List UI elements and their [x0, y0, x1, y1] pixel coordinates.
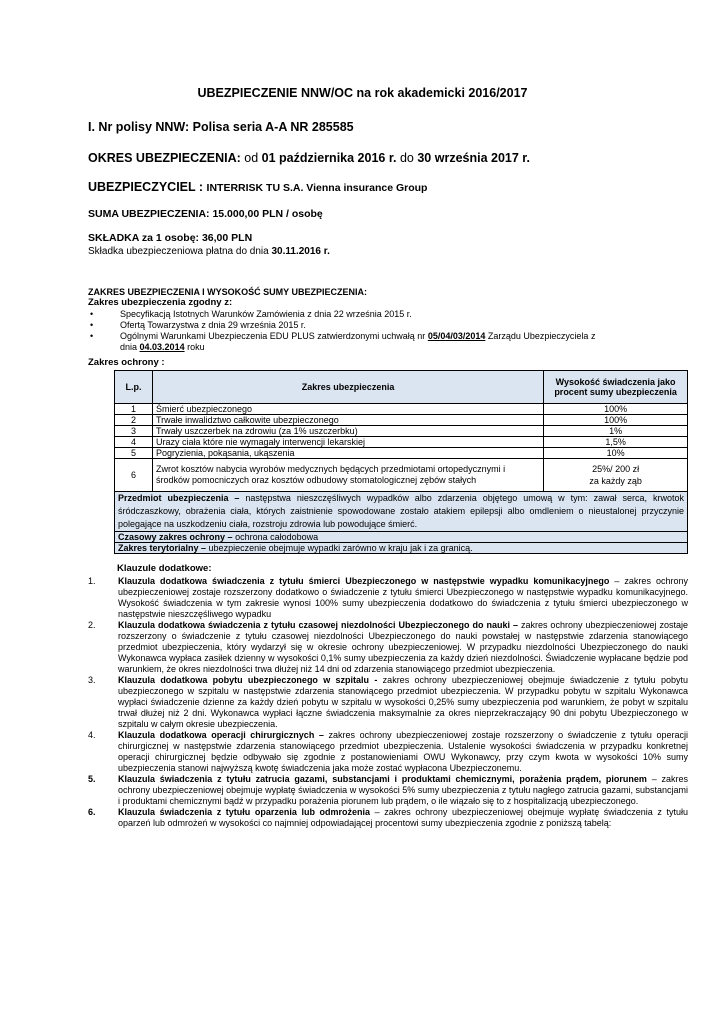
payment-text: Składka ubezpieczeniowa płatna do dnia [88, 246, 269, 257]
clause-item [88, 774, 688, 807]
table-row [115, 404, 688, 415]
time-scope-cell [115, 532, 688, 543]
period-label: OKRES UBEZPIECZENIA: [88, 151, 241, 165]
clause-item [88, 675, 688, 730]
table-header-row [115, 371, 688, 404]
clause-number: 5. [88, 774, 96, 784]
cell-lp: 5 [115, 448, 153, 459]
table-row [115, 426, 688, 437]
payment-date: 30.11.2016 r. [271, 246, 330, 257]
cell-amount: 10% [544, 448, 688, 459]
clause-heading: Klauzula dodatkowa operacji chirurgicznych – [118, 730, 324, 740]
insurer-value: INTERRISK TU S.A. Vienna insurance Group [206, 182, 428, 194]
clause-item [88, 730, 688, 774]
cell-scope: Śmierć ubezpieczonego [152, 404, 543, 415]
coverage-table [114, 370, 688, 554]
clause-text: zakres ochrony ubezpieczeniowej zostaje rozszerzony o świadczenie z tytułu operacji chirurgicznej w następstwie zdarzenia stanowiącego przedmiot ubezpieczenia. Ustalenie wysokości świadczenia w przypadku konkretnej operacji chirurgicznej będzie odbywało się zgodnie z postanowieniami OWU Wykonawcy, przy czym kwota w wysokości 10% sumy ubezpieczenia stanowi najwyższą kwotę świadczenia jaka może zostać wypłacona Ubezpieczonemu. [118, 730, 688, 773]
amount-line-2: za każdy ząb [589, 476, 642, 486]
time-scope-text: ochrona całodobowa [232, 532, 319, 542]
list-item [88, 309, 678, 320]
territory-text: ubezpieczenie obejmuje wypadki zarówno w kraju jak i za granicą. [206, 543, 473, 553]
cell-scope: Pogryzienia, pokąsania, ukąszenia [152, 448, 543, 459]
insurer [88, 180, 427, 194]
clause-text: – zakres ochrony ubezpieczeniowej zostaje rozszerzony dodatkowo o świadczenie z tytułu śmierci Ubezpieczonego w następstwie wypadku komunikacyjnego. Wysokość świadczenia w tym zakresie wynosi 100% sumy ubezpieczenia dodatkowo do świadczenia z tytułu śmierci ubezpieczonego w następstwie nieszczęśliwego wypadku [118, 576, 688, 619]
cell-amount [544, 459, 688, 492]
subject-row [115, 492, 688, 532]
bullet-text: roku [187, 342, 205, 352]
table-row [115, 448, 688, 459]
table-row [115, 437, 688, 448]
subject-text: następstwa nieszczęśliwych wypadków albo zdarzenia objętego umową w tym: zawał serca, krwotok śródczaszkowy, obrażenia ciała, których zaistnienie spowodowane zostało atakiem epilepsji albo omdleniem o nieustalonej przyczynie polegające na uszkodzeniu ciała, rozstroju zdrowia lub powodujące śmierć. [118, 493, 685, 529]
cell-amount: 100% [544, 415, 688, 426]
bullet-text: dnia [120, 342, 138, 352]
resolution-number: 05/04/03/2014 [427, 331, 486, 341]
cell-scope: Trwały uszczerbek na zdrowiu (za 1% uszczerbku) [152, 426, 543, 437]
protection-label: Zakres ochrony : [88, 357, 165, 368]
cell-lp: 1 [115, 404, 153, 415]
premium: SKŁADKA za 1 osobę: 36,00 PLN [88, 232, 253, 244]
cell-lp: 4 [115, 437, 153, 448]
table-row [115, 415, 688, 426]
clause-heading: Klauzula dodatkowa pobytu ubezpieczonego w szpitalu - [118, 675, 378, 685]
subject-cell [115, 492, 688, 532]
document-title: UBEZPIECZENIE NNW/OC na rok akademicki 2016/2017 [197, 86, 528, 100]
territory-label: Zakres terytorialny – [118, 543, 207, 553]
cell-scope: Urazy ciała które nie wymagały interwencji lekarskiej [152, 437, 543, 448]
clause-text: zakres ochrony ubezpieczeniowej zostaje rozszerzony o świadczenie z tytułu czasowej niezdolności Ubezpieczonego do nauki powstałej w następstwie zdarzenia stanowiącego przedmiot ubezpieczenia, który wydarzył się w okresie ochrony ubezpieczeniowej. W przypadku niezdolności Ubezpieczonego do nauki Wykonawca wypłaca zasiłek dzienny w wysokości 0,1% sumy ubezpieczenia za każdy dzień niezdolności. Świadczenie wypłacane będzie pod warunkiem, że okres niezdolności trwa dłużej niż 14 dni od zdarzenia stanowiącego przedmiot ubezpieczenia. [118, 620, 688, 674]
policy-number: I. Nr polisy NNW: Polisa seria A-A NR 285585 [88, 120, 354, 134]
clause-item [88, 620, 688, 675]
list-item [88, 320, 678, 331]
territory-cell [115, 543, 688, 554]
cell-lp: 2 [115, 415, 153, 426]
clause-number: 4. [88, 730, 96, 740]
period-od: od [244, 151, 259, 165]
cell-lp: 6 [115, 459, 153, 492]
period-to: 30 września 2017 r. [417, 151, 530, 165]
cell-amount: 100% [544, 404, 688, 415]
bullet-text: Specyfikacją Istotnych Warunków Zamówienia z dnia 22 września 2015 r. [120, 309, 412, 319]
sum-insured: SUMA UBEZPIECZENIA: 15.000,00 PLN / osobę [88, 208, 323, 220]
clause-heading: Klauzula dodatkowa świadczenia z tytułu śmierci Ubezpieczonego w następstwie wypadku komunikacyjnego [118, 576, 610, 586]
list-item [88, 331, 678, 353]
amount-line-1: 25%/ 200 zł [592, 464, 640, 474]
header-lp: L.p. [115, 371, 153, 404]
clauses-list [88, 576, 688, 829]
cell-amount: 1% [544, 426, 688, 437]
period-from: 01 października 2016 r. [261, 151, 397, 165]
payment-line [88, 246, 330, 257]
cell-amount: 1,5% [544, 437, 688, 448]
clause-item [88, 576, 688, 620]
cell-lp: 3 [115, 426, 153, 437]
scope-subtitle: Zakres ubezpieczenia zgodny z: [88, 297, 233, 308]
clause-number: 2. [88, 620, 96, 630]
clause-number: 1. [88, 576, 96, 586]
clause-text: – zakres ochrony ubezpieczeniowej obejmuje wypłatę świadczenia w wysokości 5% sumy ubezpieczenia z tytułu nagłego zatrucia gazami, substancjami i produktami chemicznymi bądź w przypadku porażenia piorunem lub prądem, o ile wiązało się to z hospitalizacją ubezpieczonego. [118, 774, 688, 806]
scope-bullet-list [88, 309, 678, 353]
cell-scope: Trwałe inwalidztwo całkowite ubezpieczonego [152, 415, 543, 426]
bullet-text: Ofertą Towarzystwa z dnia 29 września 2015 r. [120, 320, 306, 330]
time-scope-label: Czasowy zakres ochrony – [118, 532, 233, 542]
clause-item [88, 807, 688, 829]
clauses-title: Klauzule dodatkowe: [117, 563, 212, 574]
header-scope: Zakres ubezpieczenia [152, 371, 543, 404]
insurance-period [88, 151, 530, 165]
territory-row [115, 543, 688, 554]
clause-text: – zakres ochrony ubezpieczeniowej obejmuje wypłatę świadczenia z tytułu oparzeń lub odmrożeń w wysokości co najmniej odpowiadającej procentowi sumy ubezpieczenia zgodnie z poniższą tabelą: [118, 807, 688, 828]
table-row [115, 459, 688, 492]
clause-text: zakres ochrony ubezpieczeniowej obejmuje świadczenie z tytułu pobytu ubezpieczonego w szpitalu w następstwie zdarzenia stanowiącego przedmiot ubezpieczenia. W przypadku pobytu w szpitalu Wykonawca wypłaci świadczenie dzienne za każdy dzień pobytu w szpitalu w wysokości 0,25% sumy ubezpieczenia pod warunkiem, że pobyt w szpitalu trwał dłużej niż 2 dni. Wykonawca wypłaci łączne świadczenia maksymalnie za okres nieprzekraczający 90 dni pobytu Ubezpieczonego w szpitalu w całym okresie ubezpieczenia. [118, 675, 688, 729]
subject-label: Przedmiot ubezpieczenia – [118, 493, 240, 503]
insurer-label: UBEZPIECZYCIEL : [88, 180, 204, 194]
bullet-text: Ogólnymi Warunkami Ubezpieczenia EDU PLUS zatwierdzonymi uchwałą nr [120, 331, 426, 341]
clause-heading: Klauzula świadczenia z tytułu zatrucia gazami, substancjami i produktami chemicznymi, porażenia prądem, piorunem [118, 774, 647, 784]
header-amount: Wysokość świadczenia jako procent sumy ubezpieczenia [544, 371, 688, 404]
clause-heading: Klauzula dodatkowa świadczenia z tytułu czasowej niezdolności Ubezpieczonego do nauki – [118, 620, 518, 630]
cell-scope: Zwrot kosztów nabycia wyrobów medycznych będących przedmiotami ortopedycznymi i środków pomocniczych oraz kosztów odbudowy stomatologicznej zębów stałych [152, 459, 543, 492]
clause-number: 6. [88, 807, 96, 817]
period-do: do [399, 151, 414, 165]
resolution-date: 04.03.2014 [139, 342, 185, 352]
time-scope-row [115, 532, 688, 543]
clause-heading: Klauzula świadczenia z tytułu oparzenia lub odmrożenia [118, 807, 371, 817]
clause-number: 3. [88, 675, 96, 685]
scope-title: ZAKRES UBEZPIECZENIA I WYSOKOŚĆ SUMY UBEZPIECZENIA: [88, 287, 368, 297]
bullet-text: Zarządu Ubezpieczyciela z [487, 331, 596, 341]
